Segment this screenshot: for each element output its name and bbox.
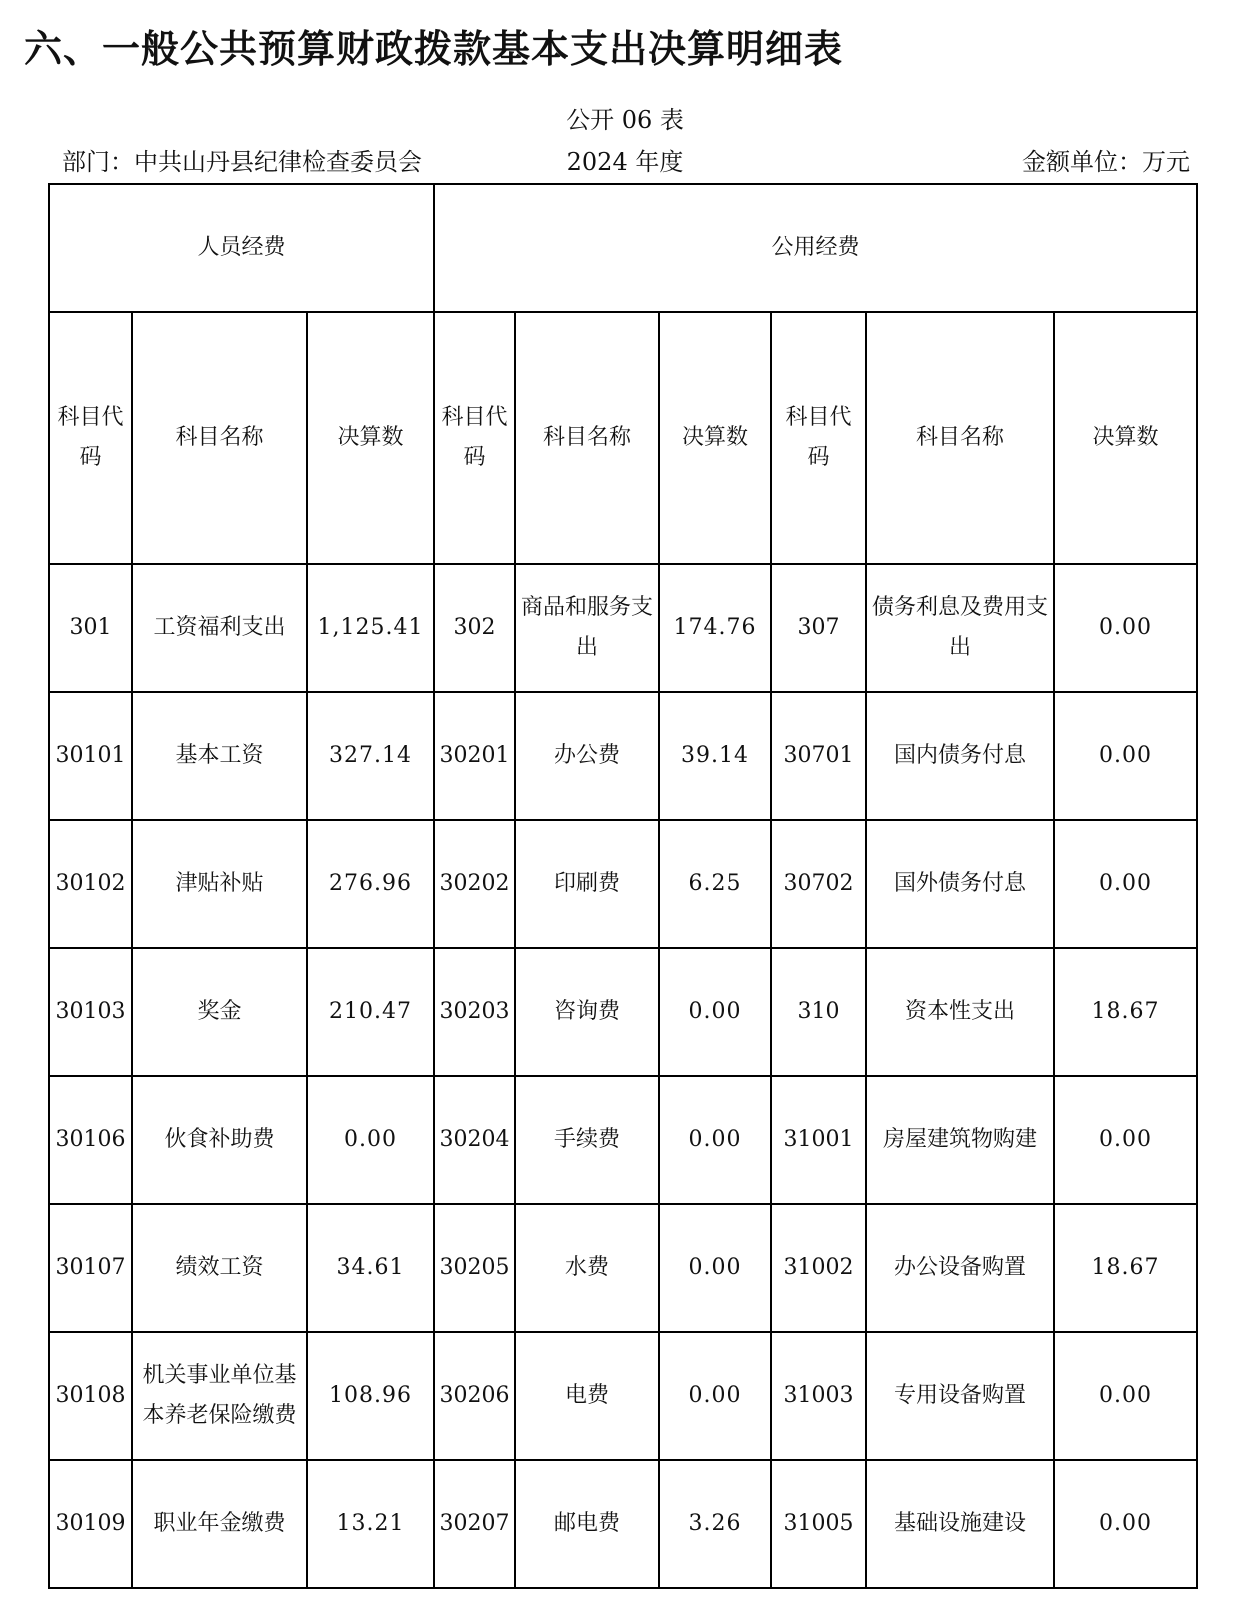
- other-amount-cell: 0.00: [1054, 1076, 1197, 1204]
- personnel-code-cell: 30109: [49, 1460, 132, 1588]
- public-expense-header: 公用经费: [434, 184, 1197, 312]
- other-code-cell: 307: [771, 564, 866, 692]
- personnel-name-cell: 基本工资: [132, 692, 307, 820]
- other-amount-cell: 0.00: [1054, 564, 1197, 692]
- goods-services-amount-cell: 39.14: [659, 692, 771, 820]
- page-title: 六、一般公共预算财政拨款基本支出决算明细表: [24, 27, 844, 71]
- personnel-amount-cell: 13.21: [307, 1460, 434, 1588]
- table-row: [49, 948, 1197, 1076]
- other-code-cell: 31005: [771, 1460, 866, 1588]
- personnel-code-cell: 30108: [49, 1332, 132, 1460]
- personnel-amount-cell: 108.96: [307, 1332, 434, 1460]
- other-code-cell: 30701: [771, 692, 866, 820]
- table-row: [49, 1460, 1197, 1588]
- personnel-name-cell: 工资福利支出: [132, 564, 307, 692]
- personnel-amount-cell: 276.96: [307, 820, 434, 948]
- other-code-cell: 31003: [771, 1332, 866, 1460]
- table-row: [49, 1204, 1197, 1332]
- personnel-amount-cell: 210.47: [307, 948, 434, 1076]
- fiscal-year: 2024 年度: [566, 148, 684, 176]
- personnel-code-cell: 30103: [49, 948, 132, 1076]
- goods-services-code-cell: 30204: [434, 1076, 515, 1204]
- col-header-amount: 决算数: [307, 312, 434, 564]
- personnel-code-cell: 30107: [49, 1204, 132, 1332]
- other-amount-cell: 0.00: [1054, 1332, 1197, 1460]
- col-header-code: 科目代码: [771, 312, 866, 564]
- personnel-amount-cell: 327.14: [307, 692, 434, 820]
- personnel-amount-cell: 0.00: [307, 1076, 434, 1204]
- other-name-cell: 国内债务付息: [866, 692, 1054, 820]
- other-name-cell: 国外债务付息: [866, 820, 1054, 948]
- personnel-name-cell: 职业年金缴费: [132, 1460, 307, 1588]
- other-code-cell: 30702: [771, 820, 866, 948]
- other-amount-cell: 0.00: [1054, 1460, 1197, 1588]
- other-amount-cell: 18.67: [1054, 948, 1197, 1076]
- personnel-code-cell: 30101: [49, 692, 132, 820]
- goods-services-code-cell: 30203: [434, 948, 515, 1076]
- other-name-cell: 房屋建筑物购建: [866, 1076, 1054, 1204]
- goods-services-amount-cell: 0.00: [659, 1332, 771, 1460]
- col-header-name: 科目名称: [132, 312, 307, 564]
- table-row: [49, 564, 1197, 692]
- goods-services-code-cell: 30201: [434, 692, 515, 820]
- department-label: 部门：中共山丹县纪律检查委员会: [62, 148, 422, 176]
- goods-services-code-cell: 302: [434, 564, 515, 692]
- personnel-code-cell: 301: [49, 564, 132, 692]
- goods-services-amount-cell: 0.00: [659, 948, 771, 1076]
- goods-services-amount-cell: 3.26: [659, 1460, 771, 1588]
- other-name-cell: 办公设备购置: [866, 1204, 1054, 1332]
- goods-services-name-cell: 印刷费: [515, 820, 659, 948]
- other-name-cell: 资本性支出: [866, 948, 1054, 1076]
- table-row: [49, 1332, 1197, 1460]
- col-header-amount: 决算数: [659, 312, 771, 564]
- group-header-row: [49, 184, 1197, 312]
- personnel-name-cell: 机关事业单位基本养老保险缴费: [132, 1332, 307, 1460]
- goods-services-code-cell: 30207: [434, 1460, 515, 1588]
- goods-services-name-cell: 咨询费: [515, 948, 659, 1076]
- col-header-name: 科目名称: [866, 312, 1054, 564]
- goods-services-code-cell: 30202: [434, 820, 515, 948]
- other-code-cell: 31001: [771, 1076, 866, 1204]
- personnel-name-cell: 伙食补助费: [132, 1076, 307, 1204]
- amount-unit: 金额单位：万元: [1022, 148, 1190, 176]
- personnel-name-cell: 绩效工资: [132, 1204, 307, 1332]
- other-code-cell: 310: [771, 948, 866, 1076]
- col-header-amount: 决算数: [1054, 312, 1197, 564]
- column-header-row: [49, 312, 1197, 564]
- personnel-expense-header: 人员经费: [49, 184, 434, 312]
- goods-services-amount-cell: 0.00: [659, 1204, 771, 1332]
- personnel-name-cell: 津贴补贴: [132, 820, 307, 948]
- other-amount-cell: 0.00: [1054, 692, 1197, 820]
- other-name-cell: 基础设施建设: [866, 1460, 1054, 1588]
- personnel-amount-cell: 34.61: [307, 1204, 434, 1332]
- table-row: [49, 692, 1197, 820]
- personnel-code-cell: 30106: [49, 1076, 132, 1204]
- col-header-code: 科目代码: [434, 312, 515, 564]
- table-number: 公开 06 表: [566, 106, 684, 134]
- goods-services-name-cell: 水费: [515, 1204, 659, 1332]
- other-name-cell: 专用设备购置: [866, 1332, 1054, 1460]
- goods-services-name-cell: 手续费: [515, 1076, 659, 1204]
- personnel-code-cell: 30102: [49, 820, 132, 948]
- other-amount-cell: 0.00: [1054, 820, 1197, 948]
- goods-services-name-cell: 办公费: [515, 692, 659, 820]
- personnel-amount-cell: 1,125.41: [307, 564, 434, 692]
- expenditure-detail-table: [48, 183, 1198, 1589]
- goods-services-name-cell: 电费: [515, 1332, 659, 1460]
- goods-services-code-cell: 30206: [434, 1332, 515, 1460]
- personnel-name-cell: 奖金: [132, 948, 307, 1076]
- col-header-name: 科目名称: [515, 312, 659, 564]
- goods-services-name-cell: 商品和服务支出: [515, 564, 659, 692]
- other-name-cell: 债务利息及费用支出: [866, 564, 1054, 692]
- goods-services-name-cell: 邮电费: [515, 1460, 659, 1588]
- other-amount-cell: 18.67: [1054, 1204, 1197, 1332]
- goods-services-amount-cell: 0.00: [659, 1076, 771, 1204]
- goods-services-amount-cell: 174.76: [659, 564, 771, 692]
- goods-services-code-cell: 30205: [434, 1204, 515, 1332]
- table-row: [49, 820, 1197, 948]
- other-code-cell: 31002: [771, 1204, 866, 1332]
- col-header-code: 科目代码: [49, 312, 132, 564]
- table-row: [49, 1076, 1197, 1204]
- goods-services-amount-cell: 6.25: [659, 820, 771, 948]
